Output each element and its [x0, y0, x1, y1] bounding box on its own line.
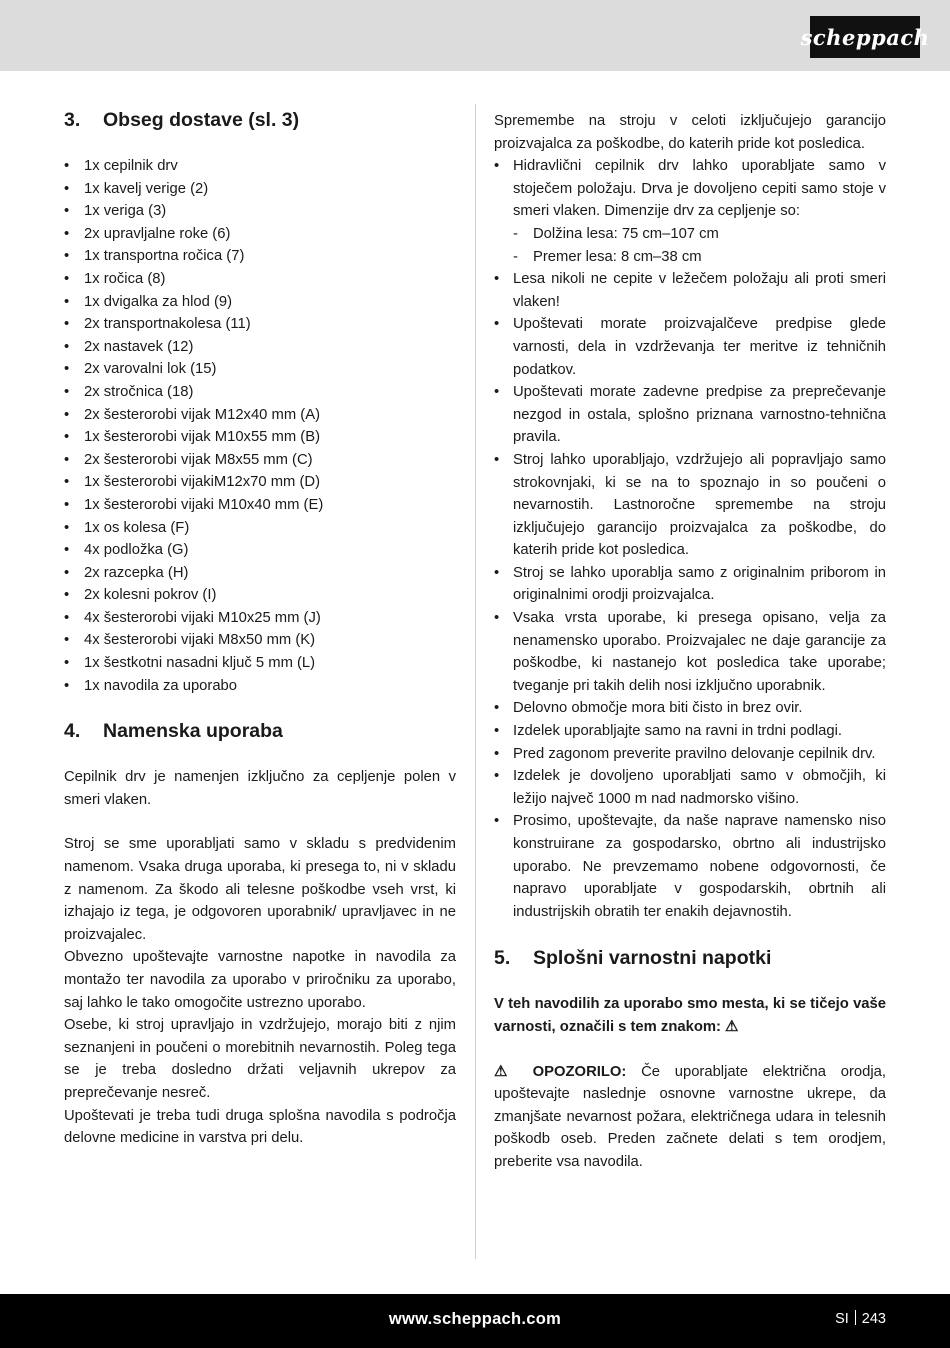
delivery-scope-list [64, 155, 456, 697]
section-title: Namenska uporaba [103, 720, 283, 743]
scheppach-logo: scheppach [810, 16, 920, 58]
list-item: • Upoštevati morate zadevne predpise za preprečevanje nezgod in ostala, splošno priznana varnostno-tehnična pravila. [494, 381, 886, 449]
list-item: • 2x stročnica (18) [64, 381, 456, 404]
warning-paragraph [494, 1061, 886, 1174]
right-column [494, 110, 886, 1174]
list-item [494, 155, 886, 268]
list-item: • Izdelek uporabljajte samo na ravni in trdni podlagi. [494, 720, 886, 743]
dimension-list [513, 223, 886, 268]
list-item: • Upoštevati morate proizvajalčeve predpise glede varnosti, dela in vzdrževanja ter meritve iz tehničnih podatkov. [494, 313, 886, 381]
warning-label: ⚠ OPOZORILO: [494, 1063, 627, 1080]
language-code: SI [835, 1311, 849, 1327]
list-item: • Vsaka vrsta uporabe, ki presega opisano, velja za nenamensko uporabo. Proizvajalec ne daje garancije za poškodbe, ki nastanejo kot posledica take uporabe; tveganje pri takih delih nosi izključno uporabnik. [494, 607, 886, 697]
list-item: • 1x šesterorobi vijak M10x55 mm (B) [64, 426, 456, 449]
separator [855, 1310, 856, 1325]
list-item: - Dolžina lesa: 75 cm–107 cm [513, 223, 886, 246]
list-item: • 2x kolesni pokrov (I) [64, 584, 456, 607]
left-column [64, 106, 456, 1150]
list-item: • 1x veriga (3) [64, 200, 456, 223]
paragraph: Osebe, ki stroj upravljajo in vzdržujejo, morajo biti z njim seznanjeni in poučeni o morebitnih nevarnostih. Poleg tega se je treba dosledno držati veljavnih ukrepov za preprečevanje nesreč. [64, 1017, 456, 1101]
list-item: • 2x varovalni lok (15) [64, 358, 456, 381]
list-item: • 1x navodila za uporabo [64, 675, 456, 698]
list-item: • Prosimo, upoštevajte, da naše naprave namensko niso konstruirane za gospodarsko, obrtno ali industrijsko uporabo. Ne prevzemamo nobene odgovornosti, če napravo uporabljate v gospodarskih, obrtnih ali industrijskih obratih ter enakih dejavnostih. [494, 810, 886, 923]
list-item: • Delovno območje mora biti čisto in brez ovir. [494, 697, 886, 720]
list-item: • 1x kavelj verige (2) [64, 178, 456, 201]
list-item: • 2x šesterorobi vijak M8x55 mm (C) [64, 449, 456, 472]
footer-bar [0, 1294, 950, 1348]
paragraph: Upoštevati je treba tudi druga splošna navodila s področja delovne medicine in varstva pri delu. [64, 1107, 456, 1147]
list-item: • 1x cepilnik drv [64, 155, 456, 178]
list-item: • Stroj se lahko uporablja samo z originalnim priborom in originalnimi orodji proizvajalca. [494, 562, 886, 607]
page-indicator [835, 1310, 886, 1327]
section-5-heading [494, 944, 886, 972]
website-link[interactable]: www.scheppach.com [388, 1310, 562, 1328]
list-item: • 1x dvigalka za hlod (9) [64, 291, 456, 314]
list-item: • 2x nastavek (12) [64, 336, 456, 359]
safety-list [494, 155, 886, 923]
list-item: • 1x šestkotni nasadni ključ 5 mm (L) [64, 652, 456, 675]
section-4-heading [64, 717, 456, 745]
list-item: • 2x razcepka (H) [64, 562, 456, 585]
column-divider [475, 104, 476, 1259]
list-item: • 1x os kolesa (F) [64, 517, 456, 540]
list-item: • 1x transportna ročica (7) [64, 245, 456, 268]
section-3-heading [64, 106, 456, 134]
list-item: • 4x šesterorobi vijaki M8x50 mm (K) [64, 629, 456, 652]
list-item: • 1x šesterorobi vijakiM12x70 mm (D) [64, 471, 456, 494]
section-title: Splošni varnostni napotki [533, 947, 772, 970]
paragraph: Obvezno upoštevajte varnostne napotke in navodila za montažo ter navodila za uporabo v priročniku za uporabo, saj lahko le tako omogočite ustrezno uporabo. [64, 949, 456, 1011]
warning-text: Če uporabljate električna orodja, upoštevajte naslednje osnovne varnostne ukrepe, da zmanjšate nevarnost požara, električnega udara in telesnih poškodb oseb. Preden začnete delati s tem orodjem, preberite vsa navodila. [494, 1063, 886, 1170]
page-number: 243 [861, 1311, 886, 1327]
paragraph: Stroj se sme uporabljati samo v skladu s predvidenim namenom. Vsaka druga uporaba, ki presega to, ni v skladu z namenom. Za škodo ali telesne poškodbe vseh vrst, ki izhajajo iz tega, je odgovoren uporabnik/ upravljavec in ne proizvajalec. [64, 836, 456, 943]
list-item-text: Hidravlični cepilnik drv lahko uporabljate samo v stoječem položaju. Drva je dovoljeno cepiti samo stoje v smeri vlaken. Dimenzije drv za cepljenje so: [513, 158, 886, 220]
paragraph: Spremembe na stroju v celoti izključujejo garancijo proizvajalca za poškodbe, do katerih pride kot posledica. [494, 113, 886, 152]
list-item: • Lesa nikoli ne cepite v ležečem položaju ali proti smeri vlaken! [494, 268, 886, 313]
list-item: • Stroj lahko uporabljajo, vzdržujejo ali popravljajo samo strokovnjaki, ki se na to spoznajo in so poučeni o nevarnostih. Lastnoročne spremembe na stroju izključujejo garancijo proizvajalca za poškodbe, do katerih pride kot posledica. [494, 449, 886, 562]
list-item: - Premer lesa: 8 cm–38 cm [513, 246, 886, 269]
list-item: • 4x podložka (G) [64, 539, 456, 562]
list-item: • 1x ročica (8) [64, 268, 456, 291]
paragraph: Cepilnik drv je namenjen izključno za cepljenje polen v smeri vlaken. [64, 769, 456, 808]
list-item: • 2x upravljalne roke (6) [64, 223, 456, 246]
list-item: • Izdelek je dovoljeno uporabljati samo v območjih, ki ležijo največ 1000 m nad nadmorsko višino. [494, 765, 886, 810]
list-item: • 2x transportnakolesa (11) [64, 313, 456, 336]
list-item: • 1x šesterorobi vijaki M10x40 mm (E) [64, 494, 456, 517]
section-title: Obseg dostave (sl. 3) [103, 109, 300, 131]
list-item: • 2x šesterorobi vijak M12x40 mm (A) [64, 404, 456, 427]
list-item: • 4x šesterorobi vijaki M10x25 mm (J) [64, 607, 456, 630]
section-number: 5. [494, 947, 511, 970]
header-bar [0, 0, 950, 71]
list-item: • Pred zagonom preverite pravilno delovanje cepilnik drv. [494, 743, 886, 766]
section-number: 3. [64, 109, 81, 131]
safety-lead: V teh navodilih za uporabo smo mesta, ki se tičejo vaše varnosti, označili s tem znakom: ⚠ [494, 996, 886, 1035]
section-number: 4. [64, 720, 81, 743]
